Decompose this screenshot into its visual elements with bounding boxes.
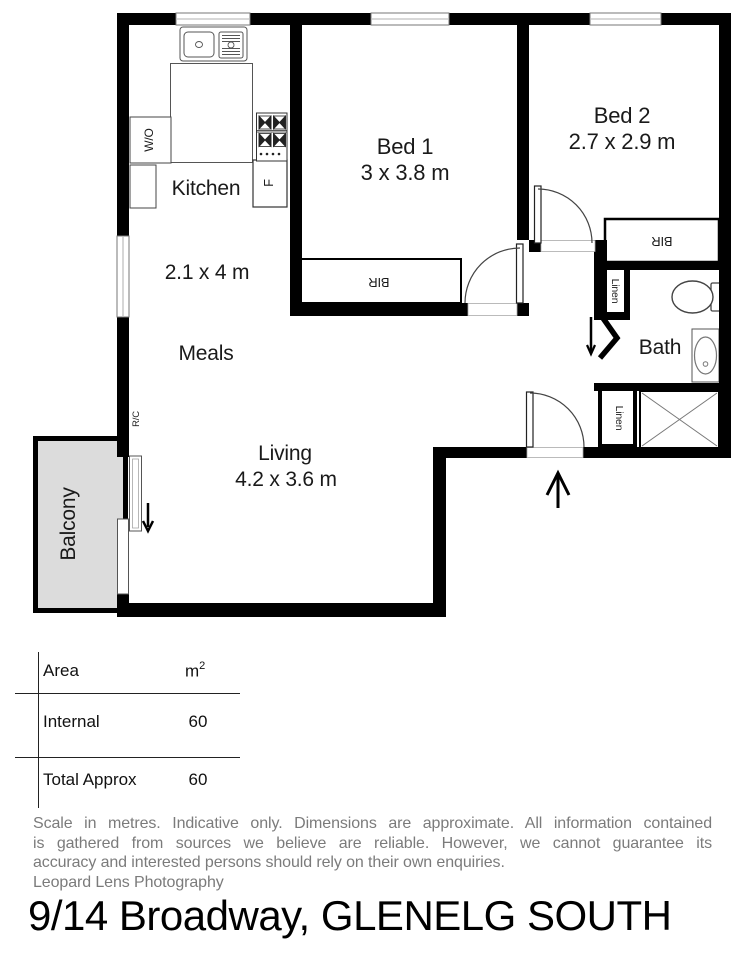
- room-dims-bed2: 2.7 x 2.9 m: [568, 129, 676, 154]
- table-rule-2: [15, 757, 240, 759]
- toilet-icon: [672, 281, 724, 313]
- page-title: 9/14 Broadway, GLENELG SOUTH: [28, 892, 672, 939]
- bir-bed1-label: BIR: [368, 275, 390, 290]
- room-dims-living: 4.2 x 3.6 m: [235, 468, 337, 491]
- unit-sup: 2: [199, 660, 206, 672]
- disclaimer-line-2: is gathered from sources we believe are reliable. However, we cannot guarantee its: [33, 834, 712, 852]
- door-bed2: [535, 186, 593, 243]
- room-dims-bed1: 3 x 3.8 m: [360, 160, 450, 185]
- room-dims-kitchen: 2.1 x 4 m: [164, 261, 250, 284]
- kitchen-bench: [171, 64, 253, 163]
- table-row-total-label: Total Approx: [43, 770, 137, 789]
- room-label-meals: Meals: [178, 342, 234, 365]
- disclaimer: [33, 814, 712, 892]
- disclaimer-line-3: accuracy and interested persons should rely on their own enquiries.: [33, 854, 505, 871]
- linen-lower-label: Linen: [613, 405, 625, 431]
- room-label-bed1: Bed 1: [376, 134, 434, 159]
- table-row-internal-value: 60: [188, 712, 208, 731]
- disclaimer-line-1: Scale in metres. Indicative only. Dimensions are approximate. All information contained: [33, 815, 712, 832]
- bir-bed2-label: BIR: [651, 234, 673, 249]
- sink-icon: [180, 27, 247, 61]
- table-rule-1: [15, 693, 240, 695]
- table-row-total-value: 60: [188, 770, 208, 789]
- table-vertical-rule: [38, 652, 40, 808]
- entry-arrow: [547, 473, 569, 508]
- table-header-unit: [185, 661, 205, 682]
- linen-upper-label: Linen: [609, 278, 621, 304]
- stove-icon: [257, 113, 288, 161]
- photography-credit: Leopard Lens Photography: [33, 873, 224, 891]
- room-label-living: Living: [258, 442, 312, 465]
- door-entry: [527, 392, 585, 447]
- table-row-internal-label: Internal: [43, 712, 100, 731]
- fridge-label: F: [261, 179, 276, 187]
- room-label-bed2: Bed 2: [593, 103, 651, 128]
- table-header-area: Area: [43, 661, 79, 680]
- room-label-kitchen: Kitchen: [171, 177, 241, 200]
- wall-oven-label: W/O: [142, 128, 156, 152]
- shower-icon: [640, 391, 719, 448]
- unit-m: m: [185, 661, 200, 681]
- room-label-bath: Bath: [638, 336, 682, 359]
- reverse-cycle-label: R/C: [131, 411, 142, 427]
- door-bed1: [465, 244, 523, 303]
- room-label-balcony: Balcony: [57, 487, 80, 561]
- balcony-door-arrow: [143, 503, 153, 531]
